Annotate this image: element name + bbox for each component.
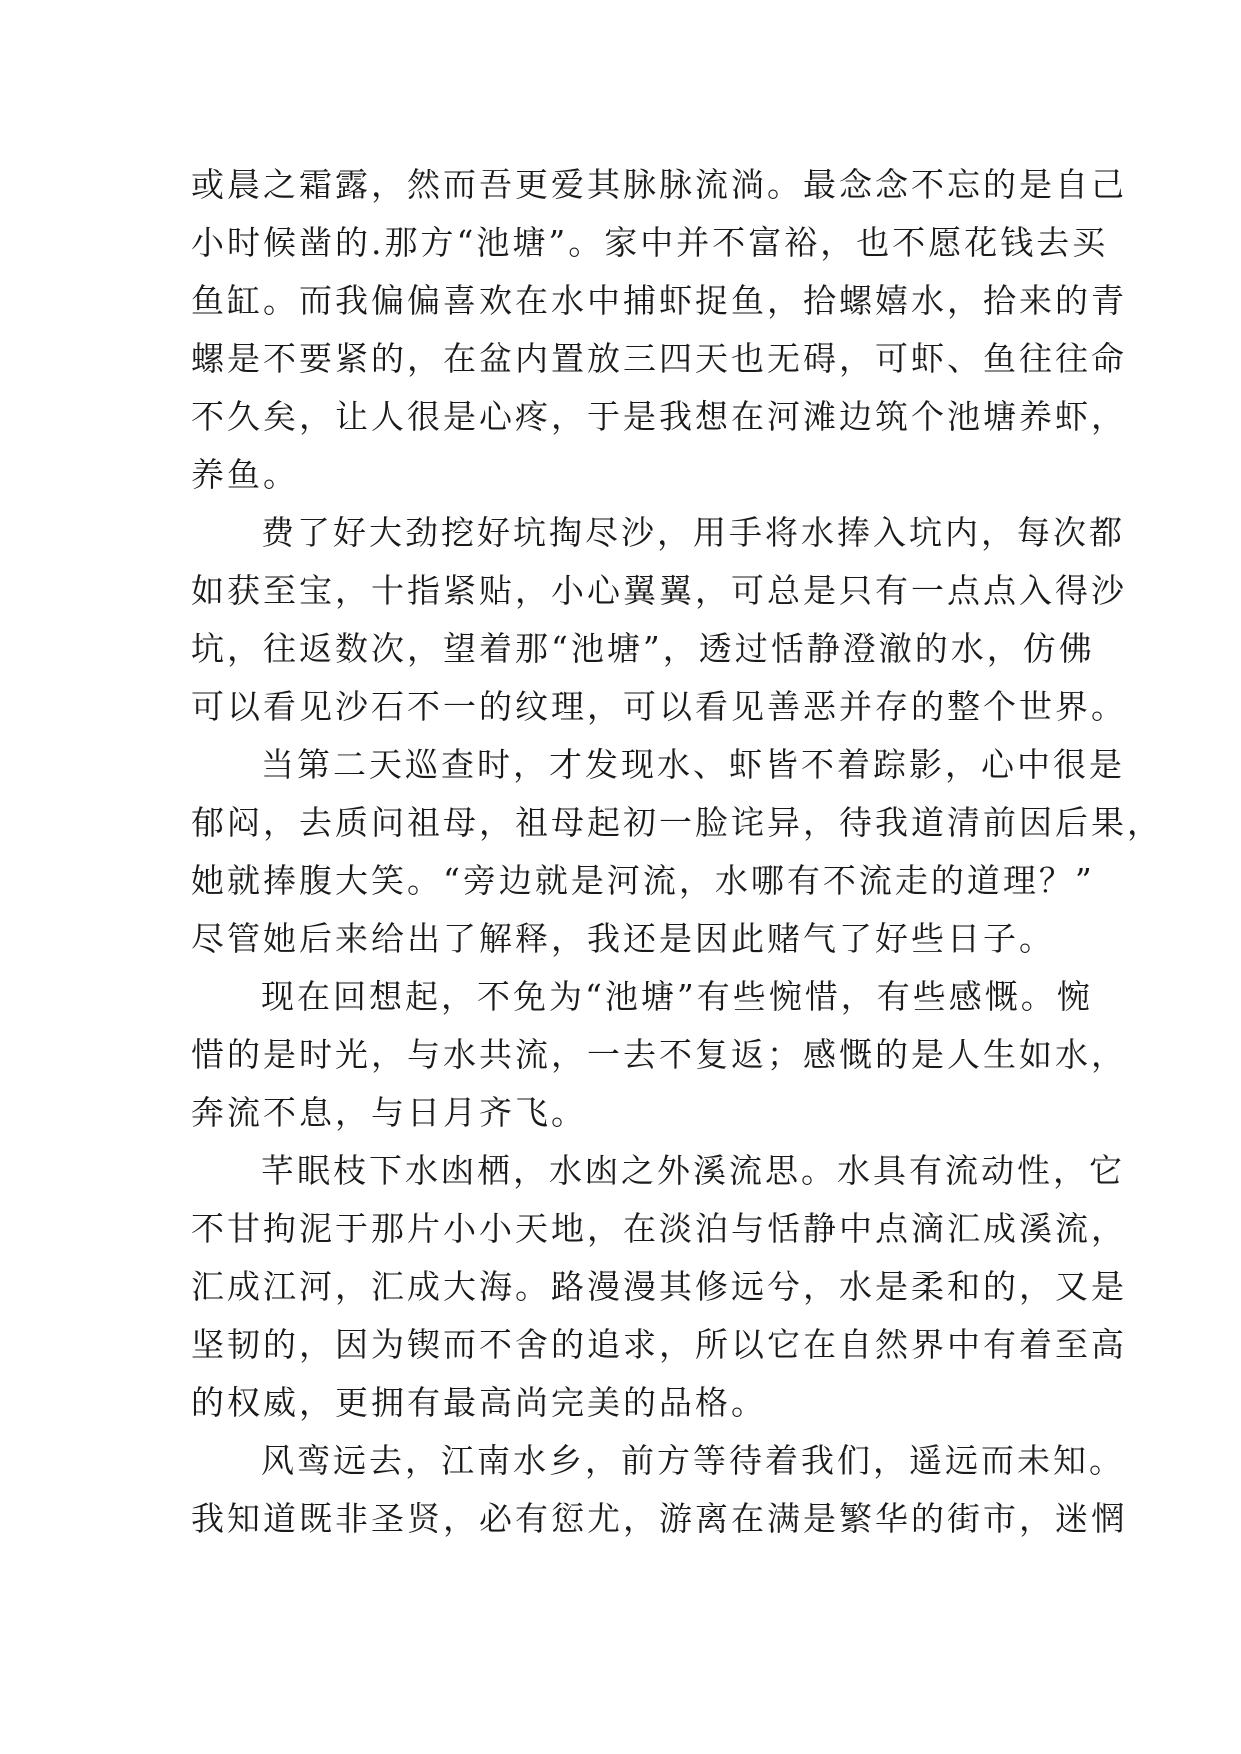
text-line-1: 或晨之霜露，然而吾更爱其脉脉流淌。最念念不忘的是自己 bbox=[191, 165, 1127, 204]
text-line-19: 不甘拘泥于那片小小天地，在淡泊与恬静中点滴汇成溪流， bbox=[191, 1209, 1127, 1248]
text-line-3: 鱼缸。而我偏偏喜欢在水中捕虾捉鱼，拾螺嬉水，拾来的青 bbox=[191, 281, 1127, 320]
essay-body bbox=[191, 156, 1163, 1548]
text-line-4: 螺是不要紧的，在盆内置放三四天也无碍，可虾、鱼往往命 bbox=[191, 339, 1127, 378]
text-line-10: 可以看见沙石不一的纹理，可以看见善恶并存的整个世界。 bbox=[191, 687, 1127, 726]
text-line-14: 尽管她后来给出了解释，我还是因此赌气了好些日子。 bbox=[191, 919, 1055, 958]
text-line-16: 惜的是时光，与水共流，一去不复返；感慨的是人生如水， bbox=[191, 1035, 1127, 1074]
text-line-22: 的权威，更拥有最高尚完美的品格。 bbox=[191, 1383, 767, 1422]
text-line-13: 她就捧腹大笑。“旁边就是河流，水哪有不流走的道理？” bbox=[191, 861, 1095, 900]
text-line-8: 如获至宝，十指紧贴，小心翼翼，可总是只有一点点入得沙 bbox=[191, 571, 1127, 610]
text-line-6: 养鱼。 bbox=[191, 455, 299, 494]
text-line-21: 坚韧的，因为锲而不舍的追求，所以它在自然界中有着至高 bbox=[191, 1325, 1127, 1364]
text-line-18: 芊眠枝下水凼栖，水凼之外溪流思。水具有流动性，它 bbox=[261, 1151, 1125, 1190]
text-line-7: 费了好大劲挖好坑掏尽沙，用手将水捧入坑内，每次都 bbox=[261, 513, 1125, 552]
text-line-24: 我知道既非圣贤，必有愆尤，游离在满是繁华的街市，迷惘 bbox=[191, 1499, 1127, 1538]
text-line-11: 当第二天巡查时，才发现水、虾皆不着踪影，心中很是 bbox=[261, 745, 1125, 784]
text-line-23: 风鸾远去，江南水乡，前方等待着我们，遥远而未知。 bbox=[261, 1441, 1125, 1480]
text-line-17: 奔流不息，与日月齐飞。 bbox=[191, 1093, 587, 1132]
text-line-9: 坑，往返数次，望着那“池塘”，透过恬静澄澈的水，仿佛 bbox=[191, 629, 1095, 668]
text-line-2: 小时候凿的.那方“池塘”。家中并不富裕，也不愿花钱去买 bbox=[191, 223, 1109, 262]
text-line-12: 郁闷，去质问祖母，祖母起初一脸诧异，待我道清前因后果， bbox=[191, 803, 1163, 842]
text-line-20: 汇成江河，汇成大海。路漫漫其修远兮，水是柔和的，又是 bbox=[191, 1267, 1127, 1306]
text-line-15: 现在回想起，不免为“池塘”有些惋惜，有些感慨。惋 bbox=[261, 977, 1093, 1016]
text-line-5: 不久矣，让人很是心疼，于是我想在河滩边筑个池塘养虾， bbox=[191, 397, 1127, 436]
